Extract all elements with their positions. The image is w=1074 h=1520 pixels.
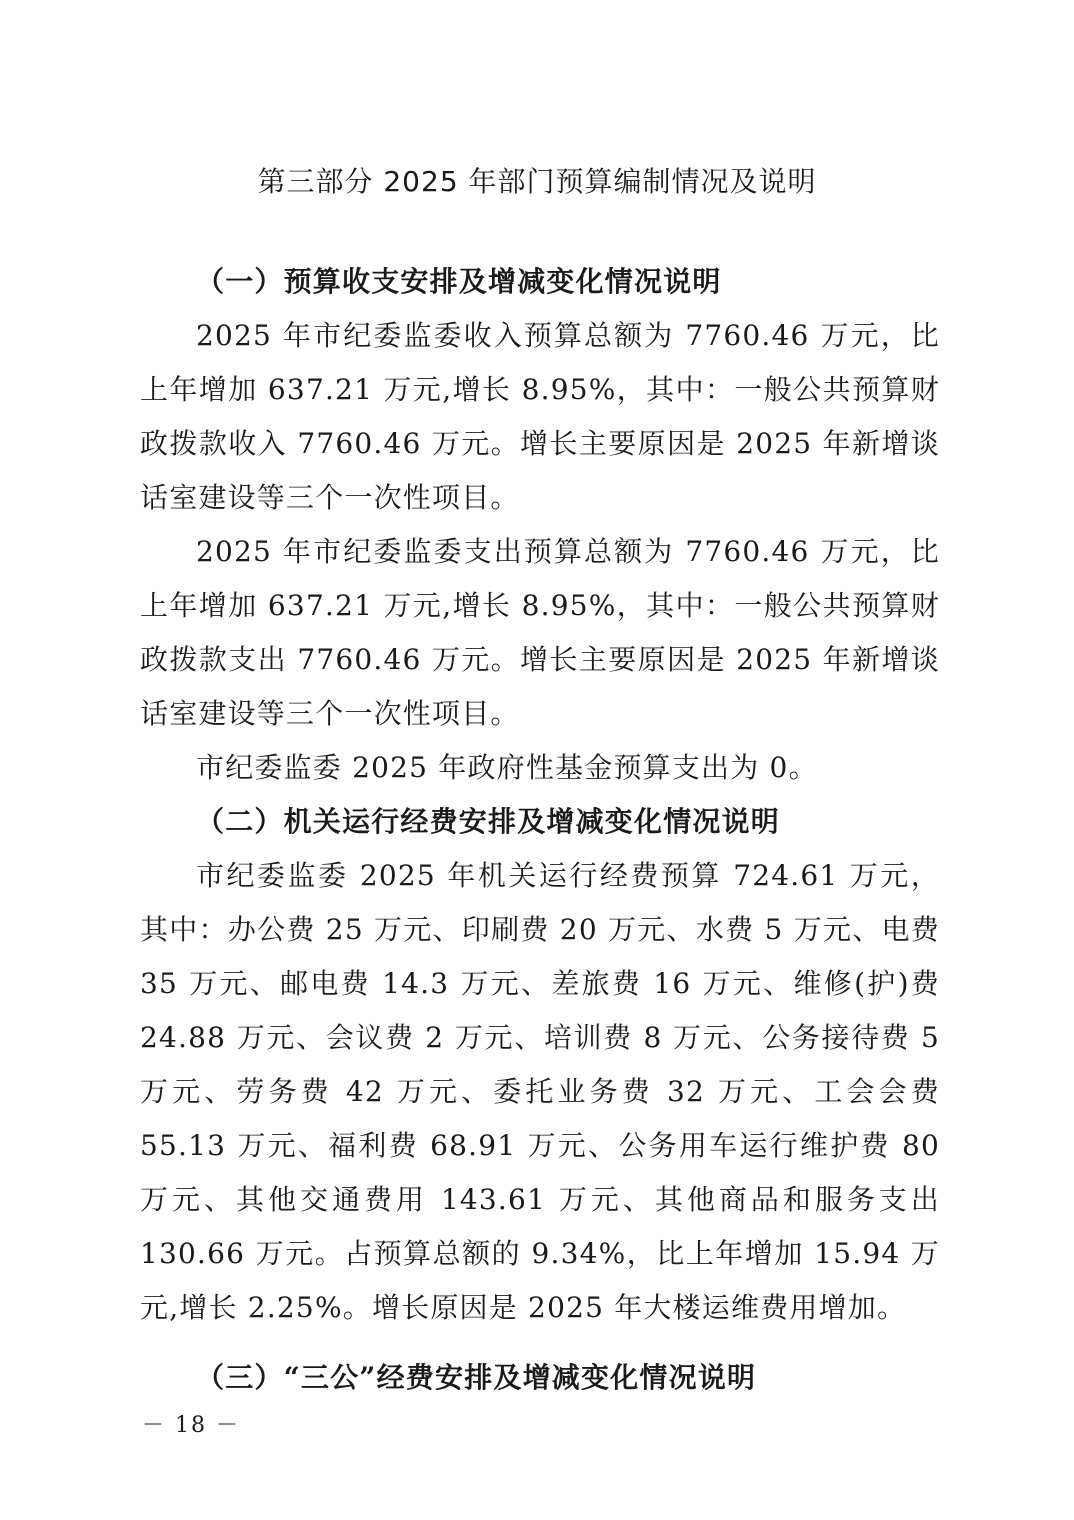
paragraph-expenditure-budget: 2025 年市纪委监委支出预算总额为 7760.46 万元，比上年增加 637.21 万元,增长 8.95%，其中：一般公共预算财政拨款支出 7760.46 万元。增长主要原因是 2025 年新增谈话室建设等三个一次性项目。 bbox=[140, 535, 940, 730]
section-heading-3: （三）“三公”经费安排及增减变化情况说明 bbox=[196, 1361, 757, 1394]
page-number: － 18 － bbox=[142, 1413, 240, 1438]
section-heading-1: （一）预算收支安排及增减变化情况说明 bbox=[196, 265, 722, 298]
section-heading-2: （二）机关运行经费安排及增减变化情况说明 bbox=[196, 805, 781, 838]
document-body bbox=[140, 255, 940, 1405]
paragraph-income-budget: 2025 年市纪委监委收入预算总额为 7760.46 万元，比上年增加 637.21 万元,增长 8.95%，其中：一般公共预算财政拨款收入 7760.46 万元。增长主要原因是 2025 年新增谈话室建设等三个一次性项目。 bbox=[140, 319, 940, 514]
paragraph-operating-expenses: 市纪委监委 2025 年机关运行经费预算 724.61 万元，其中：办公费 25 万元、印刷费 20 万元、水费 5 万元、电费 35 万元、邮电费 14.3 万元、差旅费 16 万元、维修(护)费 24.88 万元、会议费 2 万元、培训费 8 万元、公务接待费 5 万元、劳务费 42 万元、委托业务费 32 万元、工会会费 55.13 万元、福利费 68.91 万元、公务用车运行维护费 80 万元、其他交通费用 143.61 万元、其他商品和服务支出 130.66 万元。占预算总额的 9.34%，比上年增加 15.94 万元,增长 2.25%。增长原因是 2025 年大楼运维费用增加。 bbox=[140, 859, 940, 1324]
paragraph-government-fund: 市纪委监委 2025 年政府性基金预算支出为 0。 bbox=[196, 751, 818, 784]
page-title: 第三部分 2025 年部门预算编制情况及说明 bbox=[257, 165, 817, 198]
